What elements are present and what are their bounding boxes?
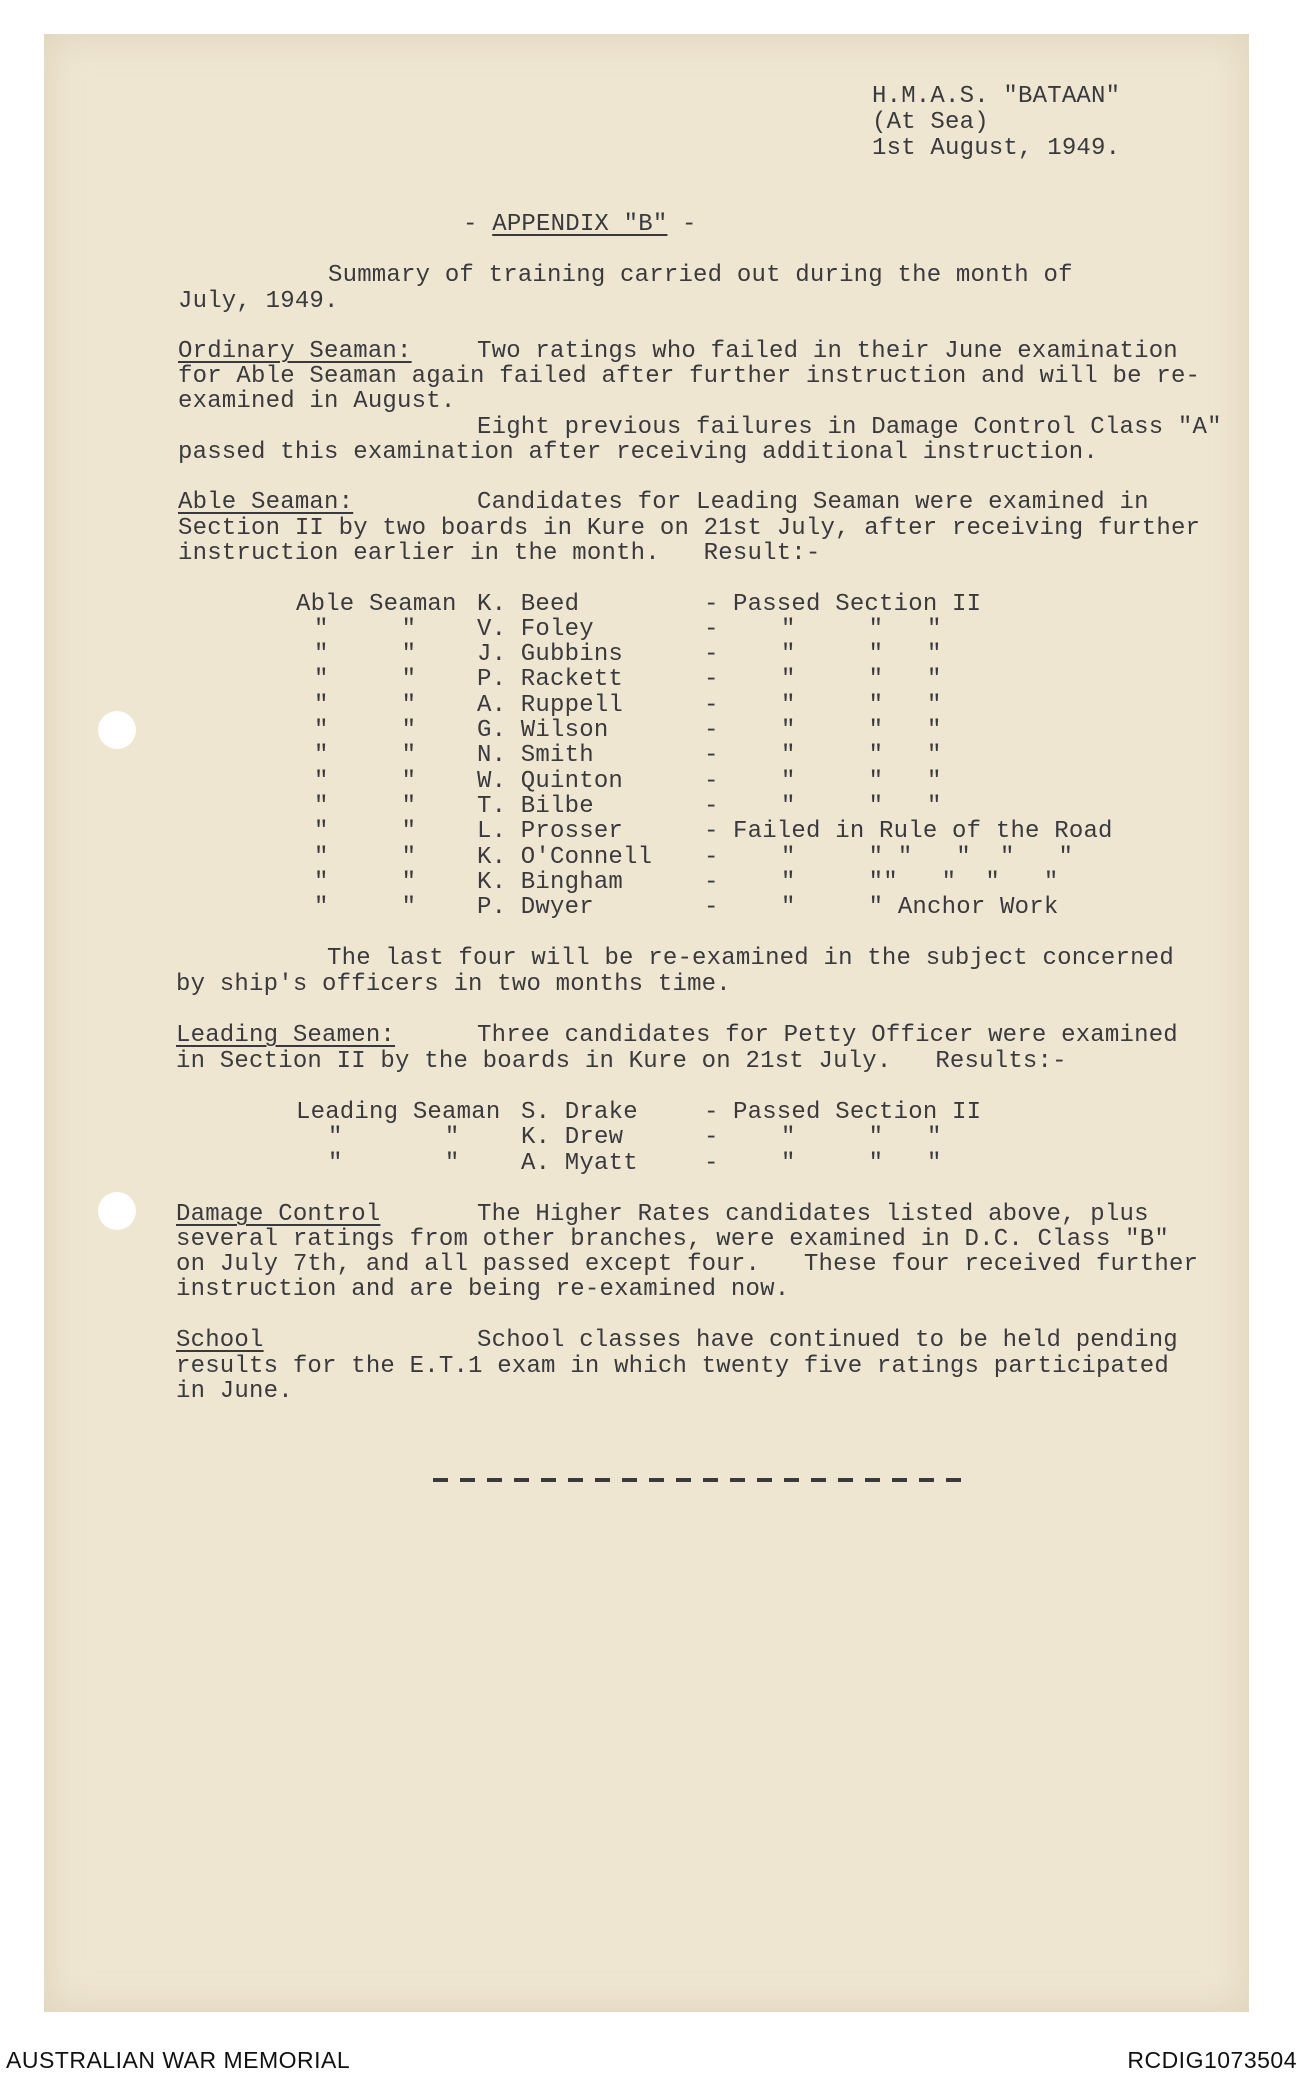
section-heading-school: School xyxy=(176,1327,264,1354)
name-cell: G. Wilson xyxy=(477,717,609,744)
dash-cell: - xyxy=(704,768,719,795)
paragraph-line: Candidates for Leading Seaman were examined in xyxy=(477,489,1149,516)
rank-cell: " " xyxy=(314,894,417,921)
paragraph-line: Three candidates for Petty Officer were examined xyxy=(477,1022,1178,1049)
name-cell: K. Drew xyxy=(521,1124,624,1151)
dash-cell: - xyxy=(704,641,719,668)
dash-cell: - xyxy=(704,1099,719,1126)
dash-cell: - xyxy=(704,894,719,921)
result-cell: " " " xyxy=(781,768,942,795)
name-cell: T. Bilbe xyxy=(477,793,594,820)
rank-cell: " " xyxy=(314,818,417,845)
letter-date: 1st August, 1949. xyxy=(872,135,1121,162)
dash-cell: - xyxy=(704,742,719,769)
location: (At Sea) xyxy=(872,109,989,136)
name-cell: A. Myatt xyxy=(521,1150,638,1177)
section-heading-damage-control: Damage Control xyxy=(176,1201,381,1228)
paragraph-line: examined in August. xyxy=(178,388,456,415)
result-cell: Failed in Rule of the Road xyxy=(733,818,1113,845)
name-cell: A. Ruppell xyxy=(477,692,624,719)
result-cell: " " " " " " xyxy=(781,844,1074,871)
paragraph-line: in Section II by the boards in Kure on 21st July. Results:- xyxy=(176,1048,1067,1075)
result-cell: Passed Section II xyxy=(733,1099,982,1126)
result-cell: " " " xyxy=(781,742,942,769)
paragraph-line: instruction and are being re-examined now. xyxy=(176,1276,790,1303)
result-cell: " " " xyxy=(781,666,942,693)
rank-cell: " " xyxy=(314,692,417,719)
name-cell: W. Quinton xyxy=(477,768,624,795)
result-cell: " "" " " " xyxy=(781,869,1059,896)
rank-cell: " " xyxy=(328,1150,460,1177)
dash-cell: - xyxy=(704,818,719,845)
name-cell: J. Gubbins xyxy=(477,641,624,668)
dash-cell: - xyxy=(704,844,719,871)
paragraph-line: The Higher Rates candidates listed above, plus xyxy=(477,1201,1149,1228)
result-cell: " " " xyxy=(781,692,942,719)
dash-cell: - xyxy=(704,717,719,744)
dash-cell: - xyxy=(704,692,719,719)
result-cell: " " " xyxy=(781,641,942,668)
result-cell: " " " xyxy=(781,1124,942,1151)
rank-cell: " " xyxy=(314,742,417,769)
paragraph-line: results for the E.T.1 exam in which twenty five ratings participated xyxy=(176,1353,1169,1380)
paragraph-line: on July 7th, and all passed except four. These four received further xyxy=(176,1251,1199,1278)
rank-cell: " " xyxy=(328,1124,460,1151)
name-cell: K. Beed xyxy=(477,591,580,618)
result-cell: " " Anchor Work xyxy=(781,894,1059,921)
ship-name: H.M.A.S. "BATAAN" xyxy=(872,83,1121,110)
dash-cell: - xyxy=(704,1124,719,1151)
section-heading-able-seaman: Able Seaman: xyxy=(178,489,354,516)
result-cell: " " " xyxy=(781,616,942,643)
title-prefix: - xyxy=(463,211,493,238)
paragraph-line: School classes have continued to be held pending xyxy=(477,1327,1178,1354)
footer-source: AUSTRALIAN WAR MEMORIAL xyxy=(6,2047,351,2073)
rank-cell: " " xyxy=(314,793,417,820)
rank-cell: Able Seaman xyxy=(296,591,457,618)
paragraph-line: in June. xyxy=(176,1378,293,1405)
paragraph-line: Two ratings who failed in their June examination xyxy=(477,338,1178,365)
result-cell: " " " xyxy=(781,717,942,744)
name-cell: K. O'Connell xyxy=(477,844,653,871)
paragraph-line: by ship's officers in two months time. xyxy=(176,971,731,998)
rank-cell: " " xyxy=(314,768,417,795)
intro-line: Summary of training carried out during the month of xyxy=(328,262,1073,289)
paragraph-line: for Able Seaman again failed after further instruction and will be re- xyxy=(178,363,1201,390)
name-cell: S. Drake xyxy=(521,1099,638,1126)
punch-hole xyxy=(98,1192,136,1230)
result-cell: " " " xyxy=(781,1150,942,1177)
dash-cell: - xyxy=(704,616,719,643)
dash-cell: - xyxy=(704,666,719,693)
rank-cell: " " xyxy=(314,844,417,871)
rank-cell: " " xyxy=(314,666,417,693)
title-text: APPENDIX "B" xyxy=(492,211,668,238)
rank-cell: " " xyxy=(314,616,417,643)
paragraph-line: Section II by two boards in Kure on 21st July, after receiving further xyxy=(178,515,1201,542)
name-cell: L. Prosser xyxy=(477,818,624,845)
rank-cell: " " xyxy=(314,869,417,896)
rank-cell: Leading Seaman xyxy=(296,1099,501,1126)
dash-cell: - xyxy=(704,793,719,820)
dash-cell: - xyxy=(704,1150,719,1177)
result-cell: " " " xyxy=(781,793,942,820)
appendix-title xyxy=(463,212,697,238)
paragraph-line: passed this examination after receiving additional instruction. xyxy=(178,439,1098,466)
paragraph-line: several ratings from other branches, were examined in D.C. Class "B" xyxy=(176,1226,1169,1253)
dash-cell: - xyxy=(704,869,719,896)
rank-cell: " " xyxy=(314,641,417,668)
name-cell: K. Bingham xyxy=(477,869,624,896)
paragraph-line: instruction earlier in the month. Result:- xyxy=(178,540,821,567)
name-cell: P. Dwyer xyxy=(477,894,594,921)
name-cell: N. Smith xyxy=(477,742,594,769)
punch-hole xyxy=(98,711,136,749)
footer-id: RCDIG1073504 xyxy=(1127,2047,1297,2073)
name-cell: V. Foley xyxy=(477,616,594,643)
paragraph-line: Eight previous failures in Damage Control Class "A" xyxy=(477,414,1222,441)
paragraph-line: The last four will be re-examined in the subject concerned xyxy=(327,945,1174,972)
dash-cell: - xyxy=(704,591,719,618)
title-suffix: - xyxy=(667,211,697,238)
section-heading-ordinary-seaman: Ordinary Seaman: xyxy=(178,338,412,365)
result-cell: Passed Section II xyxy=(733,591,982,618)
closing-dash-line xyxy=(433,1478,965,1482)
name-cell: P. Rackett xyxy=(477,666,624,693)
rank-cell: " " xyxy=(314,717,417,744)
section-heading-leading-seamen: Leading Seamen: xyxy=(176,1022,396,1049)
intro-line: July, 1949. xyxy=(178,288,339,315)
